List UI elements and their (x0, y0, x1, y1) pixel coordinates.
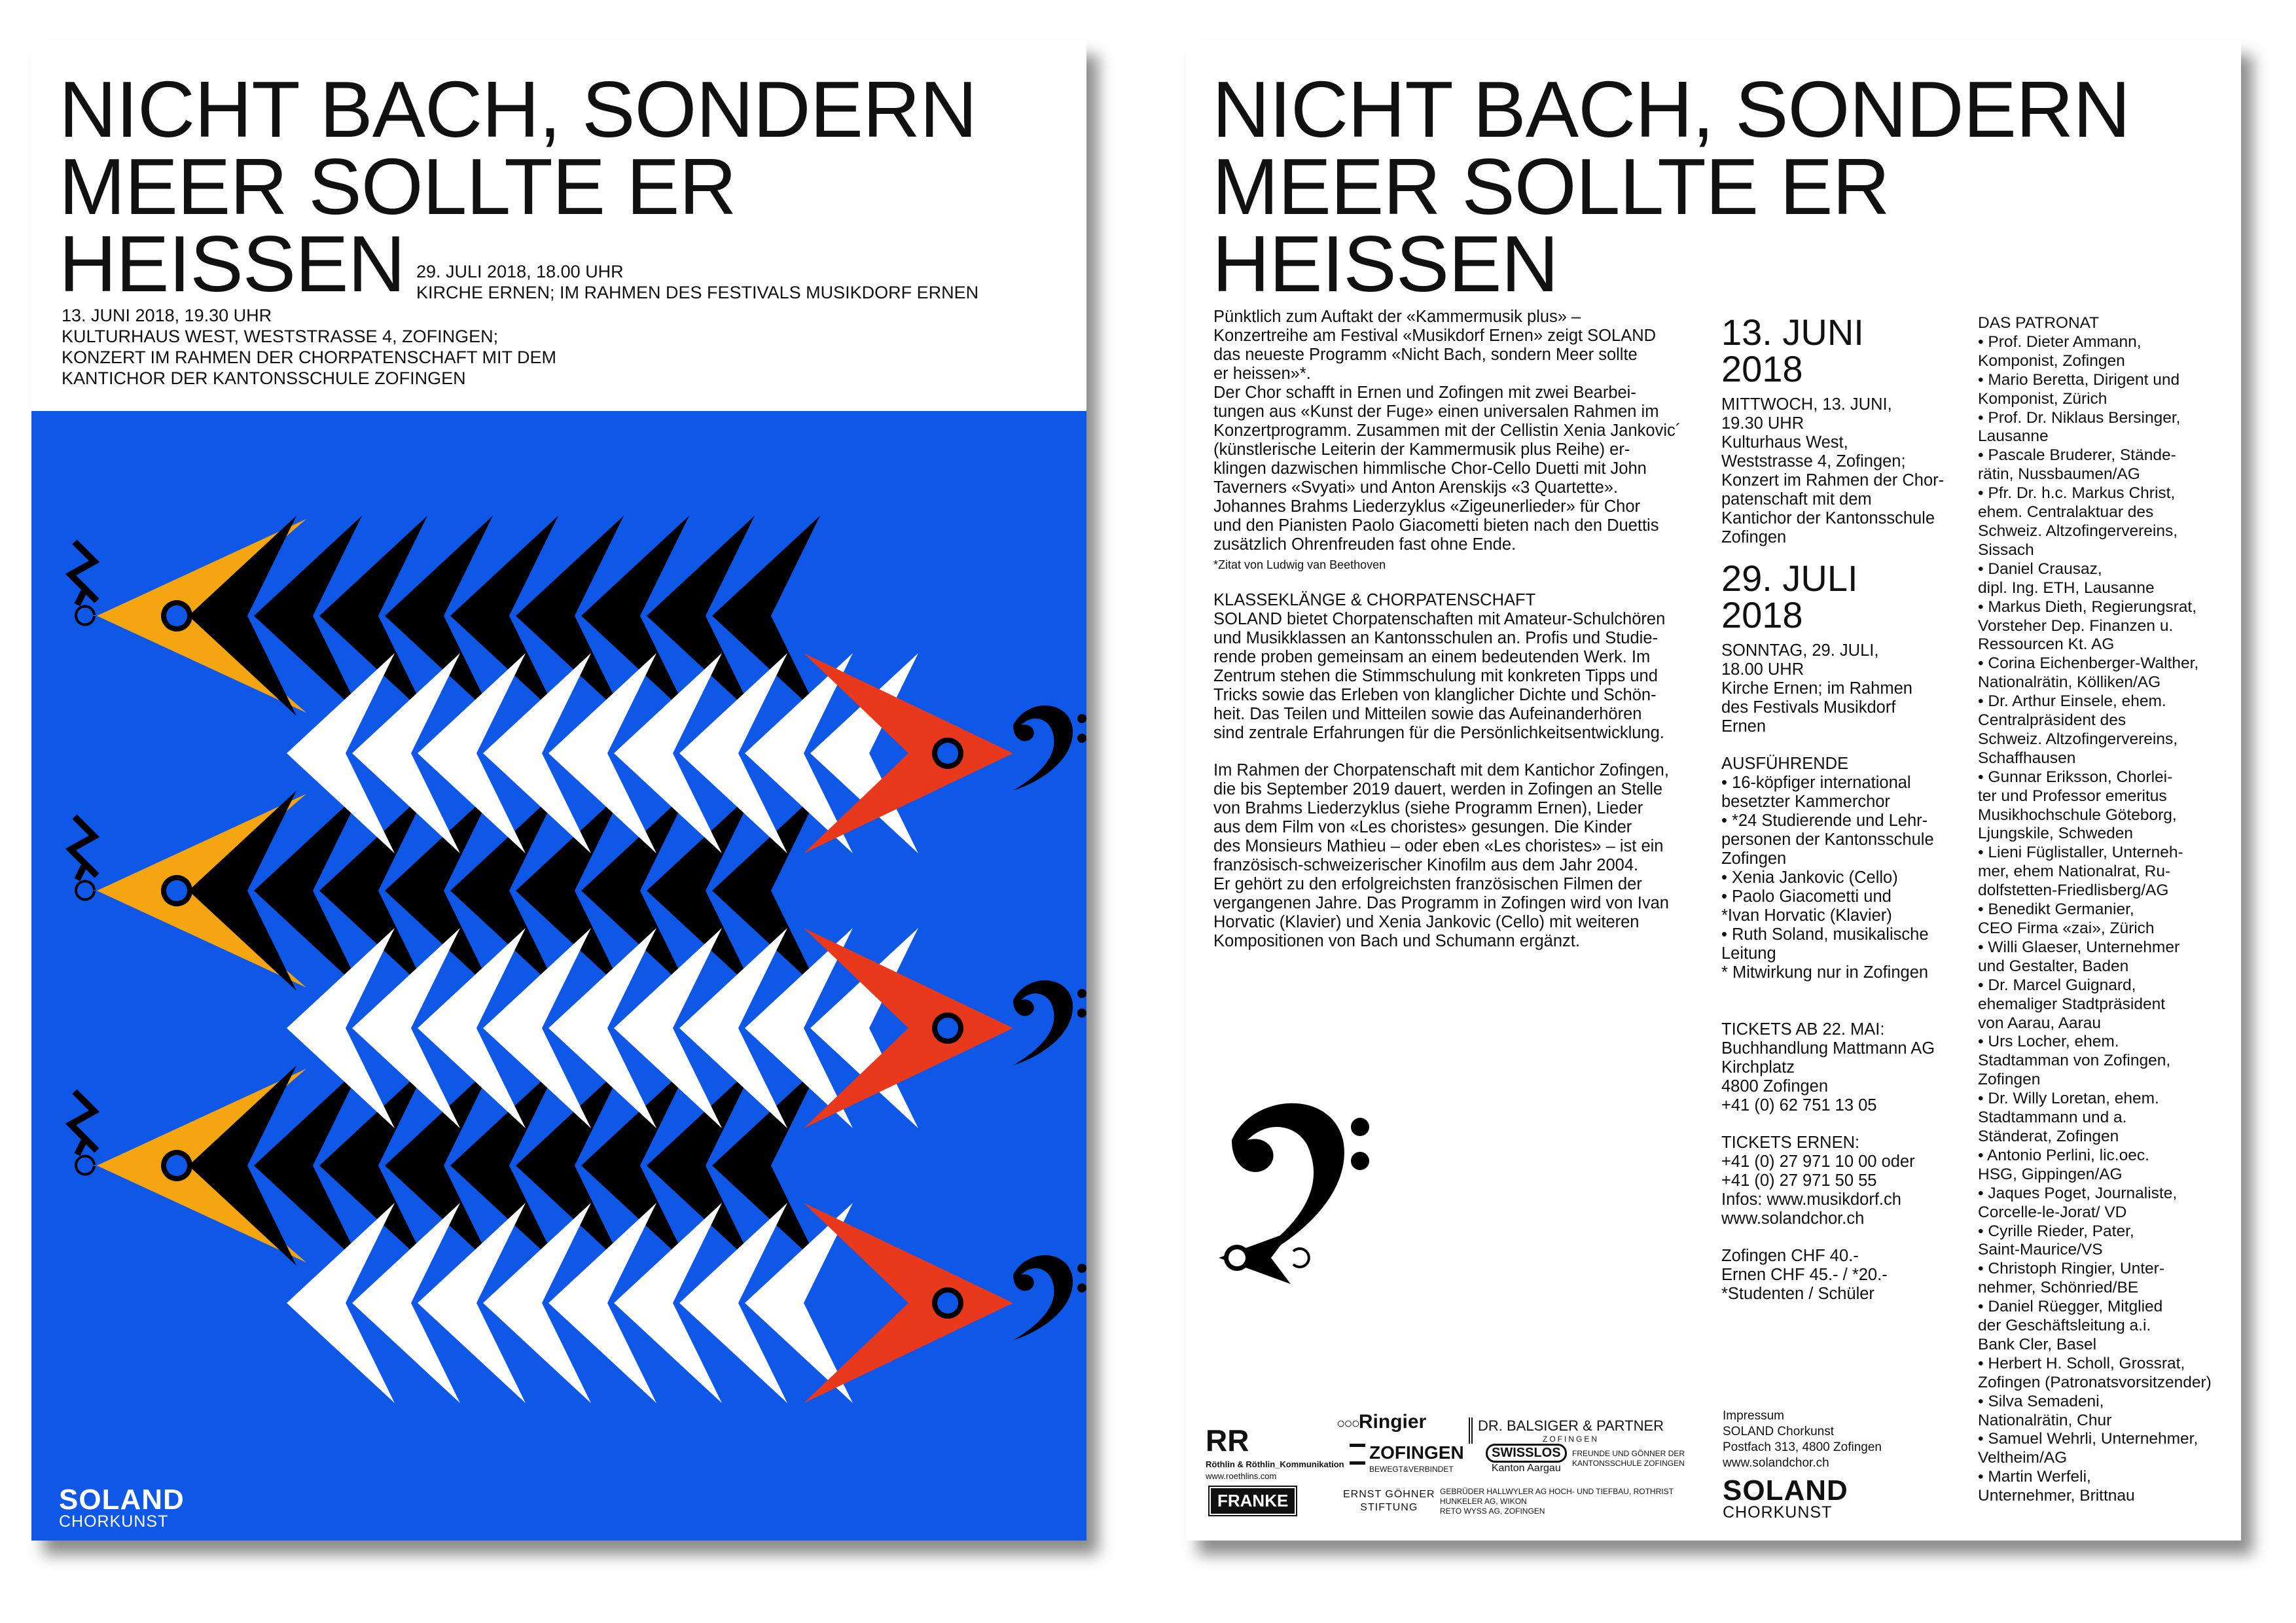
patronat-line: Ljungskile, Schweden (1978, 825, 2133, 843)
text-line: klingen dazwischen himmlische Chor-Cello Duetti mit John (1213, 459, 1647, 478)
text-line: Impressum (1723, 1409, 1784, 1423)
patronat-line: rätin, Nussbaumen/AG (1978, 465, 2140, 484)
patronat-line: Vorsteher Dep. Finanzen u. (1978, 616, 2174, 635)
patronat-list (1978, 333, 2227, 1506)
logo-text: SOLAND (59, 1484, 185, 1516)
text-line: Zofingen (1721, 849, 1787, 868)
text-line: Er gehört zu den erfolgreichsten französischen Filmen der (1213, 875, 1642, 893)
poster-title (1212, 65, 2130, 308)
text-line: TICKETS AB 22. MAI: (1721, 1020, 1885, 1039)
text-line: Kirchplatz (1721, 1058, 1795, 1077)
text-line: RETO WYSS AG, ZOFINGEN (1440, 1507, 1545, 1516)
text-line: Infos: www.musikdorf.ch (1721, 1190, 1901, 1209)
zofingen-sub: BEWEGT&VERBINDET (1369, 1464, 1454, 1474)
text-line: Taverners «Svyati» und Anton Arenskijs «3 Quartette». (1213, 478, 1619, 497)
text-line: das neueste Programm «Nicht Bach, sondern Meer sollte (1213, 346, 1638, 364)
balsiger-sub: ZOFINGEN (1543, 1435, 1600, 1444)
event-line: KONZERT IM RAHMEN DER CHORPATENSCHAFT MIT DEM (62, 348, 557, 367)
text-line: 4800 Zofingen (1721, 1077, 1829, 1096)
music-rest-symbols (71, 542, 97, 1154)
text-line: Konzertprogramm. Zusammen mit der Cellistin Xenia Jankovic´ (1213, 421, 1681, 440)
poster-right (1186, 41, 2241, 1541)
patronat-line: dolfstetten-Friedlisberg/AG (1978, 882, 2169, 900)
patronat-line: Centralpräsident des (1978, 711, 2126, 730)
patronat-line: • Cyrille Rieder, Pater, (1978, 1222, 2134, 1240)
patronat-line: der Geschäftsleitung a.i. (1978, 1317, 2151, 1335)
text-line: Leitung (1721, 944, 1776, 963)
text-line: sind zentrale Erfahrungen für die Persönlichkeitsentwicklung. (1213, 724, 1664, 742)
patronat-line: • Jaques Poget, Journaliste, (1978, 1184, 2178, 1202)
text-line: vergangenen Jahre. Das Programm in Zofingen wird von Ivan (1213, 894, 1669, 912)
patronat-line: nehmer, Schönried/BE (1978, 1279, 2139, 1297)
patronat-line: Sissach (1978, 541, 2034, 559)
patronat-line: dipl. Ing. ETH, Lausanne (1978, 579, 2155, 597)
text-line: Pünktlich zum Auftakt der «Kammermusik plus» – (1213, 308, 1581, 326)
text-line: ERNST GÖHNER (1343, 1489, 1435, 1500)
text-line: patenschaft mit dem (1721, 490, 1872, 508)
patronat-line: • Prof. Dr. Niklaus Bersinger, (1978, 408, 2181, 427)
patronat-line: • Pascale Bruderer, Stände- (1978, 446, 2176, 465)
text-line: die bis September 2019 dauert, werden in Zofingen an Stelle (1213, 780, 1663, 798)
patronat-line: von Aarau, Aarau (1978, 1014, 2101, 1032)
date-line: 2018 (1721, 348, 1803, 389)
patronat-line: • Pfr. Dr. h.c. Markus Christ, (1978, 484, 2176, 503)
patronat-line: • Markus Dieth, Regierungsrat, (1978, 597, 2197, 616)
text-line: Postfach 313, 4800 Zofingen (1723, 1440, 1882, 1454)
zofingen-lines-icon (1350, 1444, 1365, 1465)
patronat-line: und Gestalter, Baden (1978, 957, 2129, 975)
bass-clef-bird-illustration (1206, 1061, 1389, 1297)
text-line: *Ivan Horvatic (Klavier) (1721, 906, 1892, 925)
text-line: von Brahms Liederzyklus (siehe Programm Ernen), Lieder (1213, 799, 1643, 817)
patronat-line: • Mario Beretta, Dirigent und (1978, 370, 2180, 389)
text-line: (künstlerische Leiterin der Kammermusik plus Reihe) er- (1213, 440, 1630, 459)
text-line: Konzertreihe am Festival «Musikdorf Ernen» zeigt SOLAND (1213, 327, 1657, 345)
text-line: Horvatic (Klavier) und Xenia Jankovic (Cello) mit weiteren (1213, 913, 1640, 931)
text-line: aus dem Film von «Les choristes» gesungen. Die Kinder (1213, 818, 1632, 836)
swisslos-name: SWISSLOS (1486, 1444, 1567, 1463)
event-line: KULTURHAUS WEST, WESTSTRASSE 4, ZOFINGEN; (62, 327, 499, 346)
balsiger-name: DR. BALSIGER & PARTNER (1478, 1418, 1664, 1434)
ringier-name: Ringier (1358, 1411, 1427, 1433)
bird-tails-left (76, 607, 94, 1175)
patronat-line: ter und Professor emeritus (1978, 787, 2167, 805)
section-heading: KLASSEKLÄNGE & CHORPATENSCHAFT (1213, 591, 1536, 609)
event-zofingen-info (62, 305, 556, 389)
patronat-line: • Herbert H. Scholl, Grossrat, (1978, 1354, 2185, 1372)
text-line: Ernen (1721, 717, 1767, 736)
soland-logo (1723, 1474, 1848, 1522)
patronat-line: Bank Cler, Basel (1978, 1335, 2097, 1353)
logo-subtext: CHORKUNST (1723, 1503, 1833, 1522)
section-chorpatenschaft (1213, 761, 1711, 951)
patronat-line: • Gunnar Eriksson, Chorlei- (1978, 768, 2173, 786)
patronat-line: Ressourcen Kt. AG (1978, 635, 2115, 654)
event-ernen-info (416, 261, 978, 303)
event-line: 13. JUNI 2018, 19.30 UHR (62, 306, 272, 325)
text-line: 19.30 UHR (1721, 414, 1804, 433)
text-line: Der Chor schafft in Ernen und Zofingen mit zwei Bearbei- (1213, 383, 1636, 402)
text-line: Zofingen CHF 40.- (1721, 1247, 1859, 1265)
patronat-line: Schweiz. Altzofingervereins, (1978, 730, 2178, 748)
date-line: 13. JUNI (1721, 312, 1864, 353)
text-line: Weststrasse 4, Zofingen; (1721, 452, 1906, 471)
impressum (1723, 1408, 1932, 1471)
roethlin-logo: RR (1206, 1423, 1249, 1457)
patronat-line: • Dr. Willy Loretan, ehem. (1978, 1090, 2159, 1108)
zofingen-logo (1350, 1442, 1464, 1474)
patronat-line: • Lieni Füglistaller, Unterneh- (1978, 844, 2183, 862)
text-line: STIFTUNG (1360, 1502, 1418, 1513)
text-line: +41 (0) 27 971 10 00 oder (1721, 1152, 1915, 1171)
patronat-line: Corcelle-le-Jorat/ VD (1978, 1203, 2127, 1221)
text-line: SOLAND bietet Chorpatenschaften mit Amateur-Schulchören (1213, 610, 1666, 628)
patronat-line: Komponist, Zürich (1978, 389, 2108, 408)
patronat-line: Komponist, Zofingen (1978, 351, 2125, 370)
event-line: KANTICHOR DER KANTONSSCHULE ZOFINGEN (62, 368, 466, 388)
patronat-line: Schweiz. Altzofingervereins, (1978, 522, 2178, 540)
patronat-line: • Silva Semadeni, (1978, 1392, 2104, 1410)
roethlin-name: Röthlin & Röthlin_Kommunikation (1206, 1459, 1344, 1469)
balsiger-logo (1469, 1418, 1664, 1444)
text-line: • *24 Studierende und Lehr- (1721, 812, 1928, 830)
title-line: HEISSEN (1212, 219, 1558, 308)
patronat-line: Musikhochschule Göteborg, (1978, 806, 2177, 824)
patronat-line: Ständerat, Zofingen (1978, 1127, 2119, 1145)
text-line: zusätzlich Ohrenfreuden fast ohne Ende. (1213, 535, 1516, 554)
patronat-line: • Benedikt Germanier, (1978, 901, 2134, 919)
event-ernen-date: 29. JULI 2018, 18.00 UHR (416, 262, 624, 281)
patronat-line: ehemaliger Stadtpräsident (1978, 995, 2166, 1013)
patronat-line: • Dr. Arthur Einsele, ehem. (1978, 692, 2166, 711)
fish-chevron-illustration (31, 411, 1086, 1541)
text-line: Kulturhaus West, (1721, 433, 1848, 452)
footnote: *Zitat von Ludwig van Beethoven (1213, 558, 1386, 571)
swisslos-logo (1486, 1444, 1567, 1474)
patronat-line: Zofingen (1978, 1071, 2041, 1089)
patronat-line: Nationalrätin, Kölliken/AG (1978, 673, 2161, 692)
patronat-line: • Christoph Ringier, Unter- (1978, 1260, 2164, 1278)
text-line: www.solandchor.ch (1721, 1209, 1865, 1228)
text-line: Zofingen (1721, 528, 1787, 546)
text-line: französisch-schweizerischer Kinofilm aus dem Jahr 2004. (1213, 856, 1639, 874)
patronat-line: Schaffhausen (1978, 749, 2076, 767)
title-line: NICHT BACH, SONDERN (1212, 65, 2130, 154)
text-line: KANTONSSCHULE ZOFINGEN (1572, 1459, 1685, 1468)
text-line: personen der Kantonsschule (1721, 830, 1934, 849)
patronat-column (1978, 314, 2227, 1506)
patronat-line: • Daniel Crausaz, (1978, 560, 2102, 578)
title-line: MEER SOLLTE ER (59, 142, 736, 231)
patronat-heading: DAS PATRONAT (1978, 314, 2100, 332)
text-line: GEBRÜDER HALLWYLER AG HOCH- UND TIEFBAU, ROTHRIST (1440, 1487, 1674, 1496)
patronat-line: ehem. Centralaktuar des (1978, 503, 2154, 522)
patronat-line: mer, ehem Nationalrat, Ru- (1978, 863, 2171, 881)
patronat-line: Saint-Maurice/VS (1978, 1241, 2103, 1259)
patronat-line: Nationalrätin, Chur (1978, 1411, 2112, 1429)
goehner-logo (1343, 1488, 1435, 1514)
text-line: Kompositionen von Bach und Schumann ergänzt. (1213, 932, 1580, 950)
text-line: des Monsieurs Mathieu – oder eben «Les choristes» – ist ein (1213, 837, 1664, 855)
text-line: Zentrum stehen die Stimmschulung mit konkreten Tipps und (1213, 667, 1658, 685)
patronat-line: Stadtamman von Zofingen, (1978, 1052, 2171, 1070)
patronat-line: Stadtammann und a. (1978, 1109, 2127, 1127)
text-line: besetzter Kammerchor (1721, 793, 1890, 811)
patronat-line: • Willi Glaeser, Unternehmer (1978, 938, 2180, 956)
bass-clef-symbols (1013, 705, 1086, 1340)
patronat-line: Veltheim/AG (1978, 1449, 2068, 1467)
text-line: und den Pianisten Paolo Giacometti bieten nach den Duettis (1213, 516, 1659, 535)
date-july-heading (1721, 560, 1957, 633)
performers-heading: AUSFÜHRENDE (1721, 755, 1849, 773)
dates-column (1721, 314, 1957, 1304)
franke-logo: FRANKE (1211, 1488, 1295, 1514)
freunde-text (1572, 1449, 1685, 1469)
patronat-line: • Antonio Perlini, lic.oec. (1978, 1146, 2149, 1164)
text-line: 18.00 UHR (1721, 660, 1804, 679)
text-line: • Ruth Soland, musikalische (1721, 925, 1929, 944)
main-text-column (1213, 308, 1711, 951)
text-line: tungen aus «Kunst der Fuge» einen universalen Rahmen im (1213, 402, 1659, 421)
white-chevrons (287, 653, 918, 1403)
patronat-line: Zofingen (Patronatsvorsitzender) (1978, 1373, 2212, 1391)
patronat-line: • Corina Eichenberger-Walther, (1978, 654, 2199, 673)
text-line: • Xenia Jankovic (Cello) (1721, 868, 1898, 887)
text-line: TICKETS ERNEN: (1721, 1133, 1860, 1152)
text-line: er heissen»*. (1213, 365, 1311, 383)
text-line: FREUNDE UND GÖNNER DER (1572, 1449, 1685, 1458)
patronat-line: CEO Firma «zai», Zürich (1978, 919, 2155, 937)
text-line: rende proben gemeinsam an einem bedeutenden Werk. Im (1213, 648, 1651, 666)
blue-artwork-panel (31, 411, 1086, 1541)
logo-subtext: CHORKUNST (59, 1512, 169, 1531)
date-line: 29. JULI (1721, 558, 1858, 599)
text-line: +41 (0) 27 971 50 55 (1721, 1171, 1877, 1190)
logo-text: SOLAND (1723, 1474, 1848, 1507)
patronat-line: • Martin Werfeli, (1978, 1468, 2091, 1486)
text-line: SOLAND Chorkunst (1723, 1425, 1835, 1438)
text-line: *Studenten / Schüler (1721, 1285, 1874, 1303)
text-line: des Festivals Musikdorf (1721, 698, 1896, 717)
hallwyler-text (1440, 1487, 1674, 1516)
text-line: * Mitwirkung nur in Zofingen (1721, 963, 1929, 982)
patronat-line: HSG, Gippingen/AG (1978, 1165, 2123, 1183)
text-line: • 16-köpfiger international (1721, 774, 1911, 792)
patronat-line: • Urs Locher, ehem. (1978, 1033, 2119, 1051)
title-line: NICHT BACH, SONDERN (59, 65, 977, 154)
date-line: 2018 (1721, 594, 1803, 635)
text-line: Tricks sowie das Erleben von klanglicher Dichte und Schön- (1213, 686, 1657, 704)
patronat-line: • Daniel Rüegger, Mitglied (1978, 1298, 2163, 1316)
text-line: Konzert im Rahmen der Chor- (1721, 471, 1945, 490)
patronat-line: • Samuel Wehrli, Unternehmer, (1978, 1430, 2198, 1448)
text-line: Buchhandlung Mattmann AG (1721, 1039, 1935, 1058)
patronat-line: • Dr. Marcel Guignard, (1978, 976, 2136, 994)
title-line: MEER SOLLTE ER (1212, 142, 1890, 231)
patronat-line: • Prof. Dieter Ammann, (1978, 332, 2142, 351)
text-line: Kantichor der Kantonsschule (1721, 509, 1935, 527)
text-line: Ernen CHF 45.- / *20.- (1721, 1266, 1888, 1284)
swisslos-sub: Kanton Aargau (1491, 1463, 1561, 1474)
intro-paragraph (1213, 308, 1711, 573)
patronat-line: Lausanne (1978, 427, 2049, 446)
bass-clef-icon (1232, 1103, 1344, 1271)
text-line: SONNTAG, 29. JULI, (1721, 641, 1879, 660)
soland-logo (59, 1484, 185, 1531)
title-line: HEISSEN (59, 219, 405, 308)
text-line: MITTWOCH, 13. JUNI, (1721, 395, 1892, 414)
text-line: Im Rahmen der Chorpatenschaft mit dem Kantichor Zofingen, (1213, 761, 1669, 779)
text-line: Johannes Brahms Liederzyklus «Zigeunerlieder» für Chor (1213, 497, 1641, 516)
zofingen-name: ZOFINGEN (1369, 1442, 1464, 1463)
text-line: • Paolo Giacometti und (1721, 887, 1892, 906)
text-line: www.solandchor.ch (1723, 1456, 1829, 1470)
date-june-heading (1721, 314, 1957, 387)
ringier-logo (1336, 1411, 1426, 1433)
event-ernen-venue: KIRCHE ERNEN; IM RAHMEN DES FESTIVALS MUSIKDORF ERNEN (416, 283, 979, 302)
text-line: heit. Das Teilen und Mitteilen sowie das Aufeinanderhören (1213, 705, 1642, 723)
text-line: +41 (0) 62 751 13 05 (1721, 1096, 1877, 1115)
ringier-circles-icon: ○○○ (1336, 1415, 1359, 1431)
text-line: und Musikklassen an Kantonsschulen an. Profis und Studie- (1213, 629, 1658, 647)
patronat-line: Unternehmer, Brittnau (1978, 1487, 2135, 1505)
section-klassenklaenge (1213, 591, 1711, 743)
text-line: HUNKELER AG, WIKON (1440, 1497, 1527, 1506)
roethlin-url: www.roethlins.com (1206, 1471, 1277, 1481)
poster-left (31, 41, 1086, 1541)
text-line: Kirche Ernen; im Rahmen (1721, 679, 1912, 698)
black-chevrons (188, 516, 820, 1266)
